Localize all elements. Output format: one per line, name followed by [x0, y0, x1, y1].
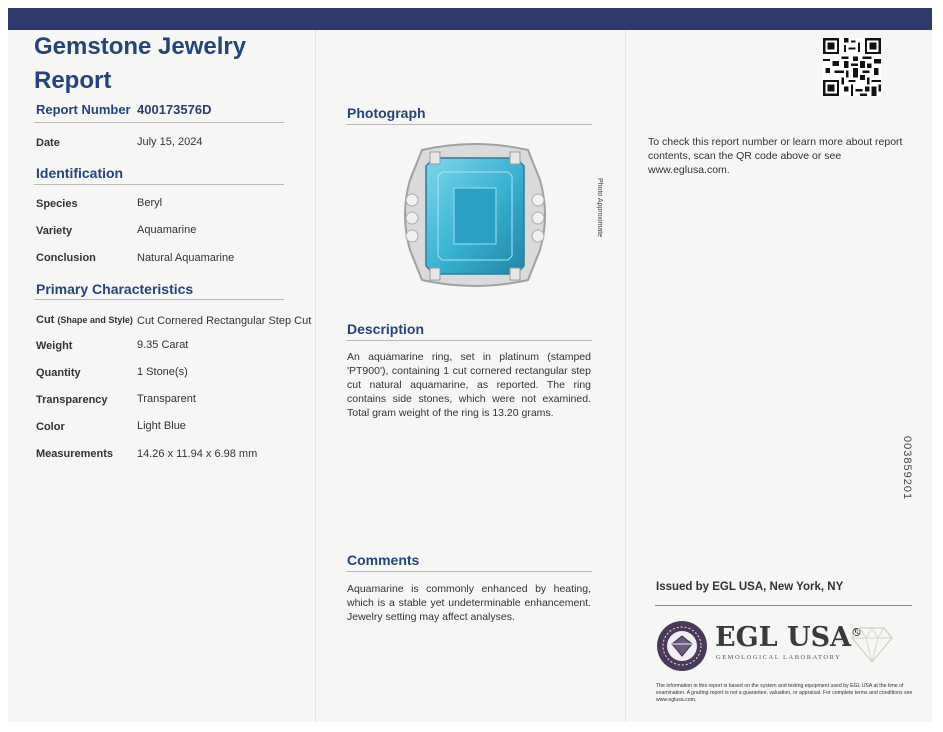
date-label: Date	[36, 137, 60, 149]
qr-code-icon	[822, 38, 882, 96]
photo-approximate-note: Photo Approximate	[596, 178, 603, 238]
serial-number: 003859201	[901, 436, 913, 501]
measurements-value: 14.26 x 11.94 x 6.98 mm	[137, 448, 258, 460]
conclusion-value: Natural Aquamarine	[137, 252, 235, 264]
weight-label: Weight	[36, 340, 73, 352]
transparency-label: Transparency	[36, 394, 108, 406]
egl-seal-icon	[656, 620, 708, 672]
cut-label: Cut (Shape and Style)	[36, 314, 133, 326]
variety-value: Aquamarine	[137, 224, 197, 236]
color-label: Color	[36, 421, 65, 433]
quantity-value: 1 Stone(s)	[137, 366, 188, 378]
divider	[34, 184, 284, 185]
disclaimer-fine-print: The information in this report is based on the system and testing equipment used by EGL USA at the time of examination. A grading report is not a guarantee, valuation, or appraisal. For complete terms and conditions see www.eglusa.com.	[656, 683, 913, 703]
issued-by: Issued by EGL USA, New York, NY	[656, 581, 844, 593]
header-bar	[8, 8, 932, 30]
cut-value: Cut Cornered Rectangular Step Cut	[137, 315, 312, 327]
comments-text: Aquamarine is commonly enhanced by heating, which is a stable yet undeterminable enhancement. Jewelry setting may affect analyses.	[347, 583, 591, 623]
divider	[346, 124, 592, 125]
color-value: Light Blue	[137, 420, 186, 432]
fold-line-left	[315, 30, 316, 722]
divider	[655, 605, 912, 606]
egl-logo-subtitle: GEMOLOGICAL LABORATORY	[716, 654, 842, 661]
measurements-label: Measurements	[36, 448, 114, 460]
date-value: July 15, 2024	[137, 136, 203, 148]
report-number-label: Report Number	[36, 102, 131, 117]
species-label: Species	[36, 198, 78, 210]
divider	[346, 340, 592, 341]
divider	[34, 122, 284, 123]
variety-label: Variety	[36, 225, 73, 237]
description-text: An aquamarine ring, set in platinum (stamped 'PT900'), containing 1 cut cornered rectangular step cut natural aquamarine, as reported. The ring contains side stones, which were not examined. Total gram weight of the ring is 13.20 grams.	[347, 351, 591, 419]
description-heading: Description	[347, 321, 425, 337]
report-number-value: 400173576D	[137, 102, 212, 117]
weight-value: 9.35 Carat	[137, 339, 189, 351]
quantity-label: Quantity	[36, 367, 81, 379]
divider	[34, 299, 284, 300]
diamond-watermark-icon	[848, 626, 896, 664]
divider	[346, 571, 592, 572]
photograph-heading: Photograph	[347, 105, 426, 121]
transparency-value: Transparent	[137, 393, 196, 405]
ring-photo	[400, 140, 550, 290]
primary-characteristics-heading: Primary Characteristics	[36, 281, 194, 297]
conclusion-label: Conclusion	[36, 252, 96, 264]
comments-heading: Comments	[347, 552, 420, 568]
species-value: Beryl	[137, 197, 163, 209]
egl-logo-wordmark: EGL USA®	[715, 622, 863, 653]
identification-heading: Identification	[36, 165, 124, 181]
qr-instructions: To check this report number or learn more about report contents, scan the QR code above or see www.eglusa.com.	[648, 136, 903, 176]
report-title: Gemstone Jewelry Report	[34, 33, 247, 94]
fold-line-right	[625, 30, 626, 722]
